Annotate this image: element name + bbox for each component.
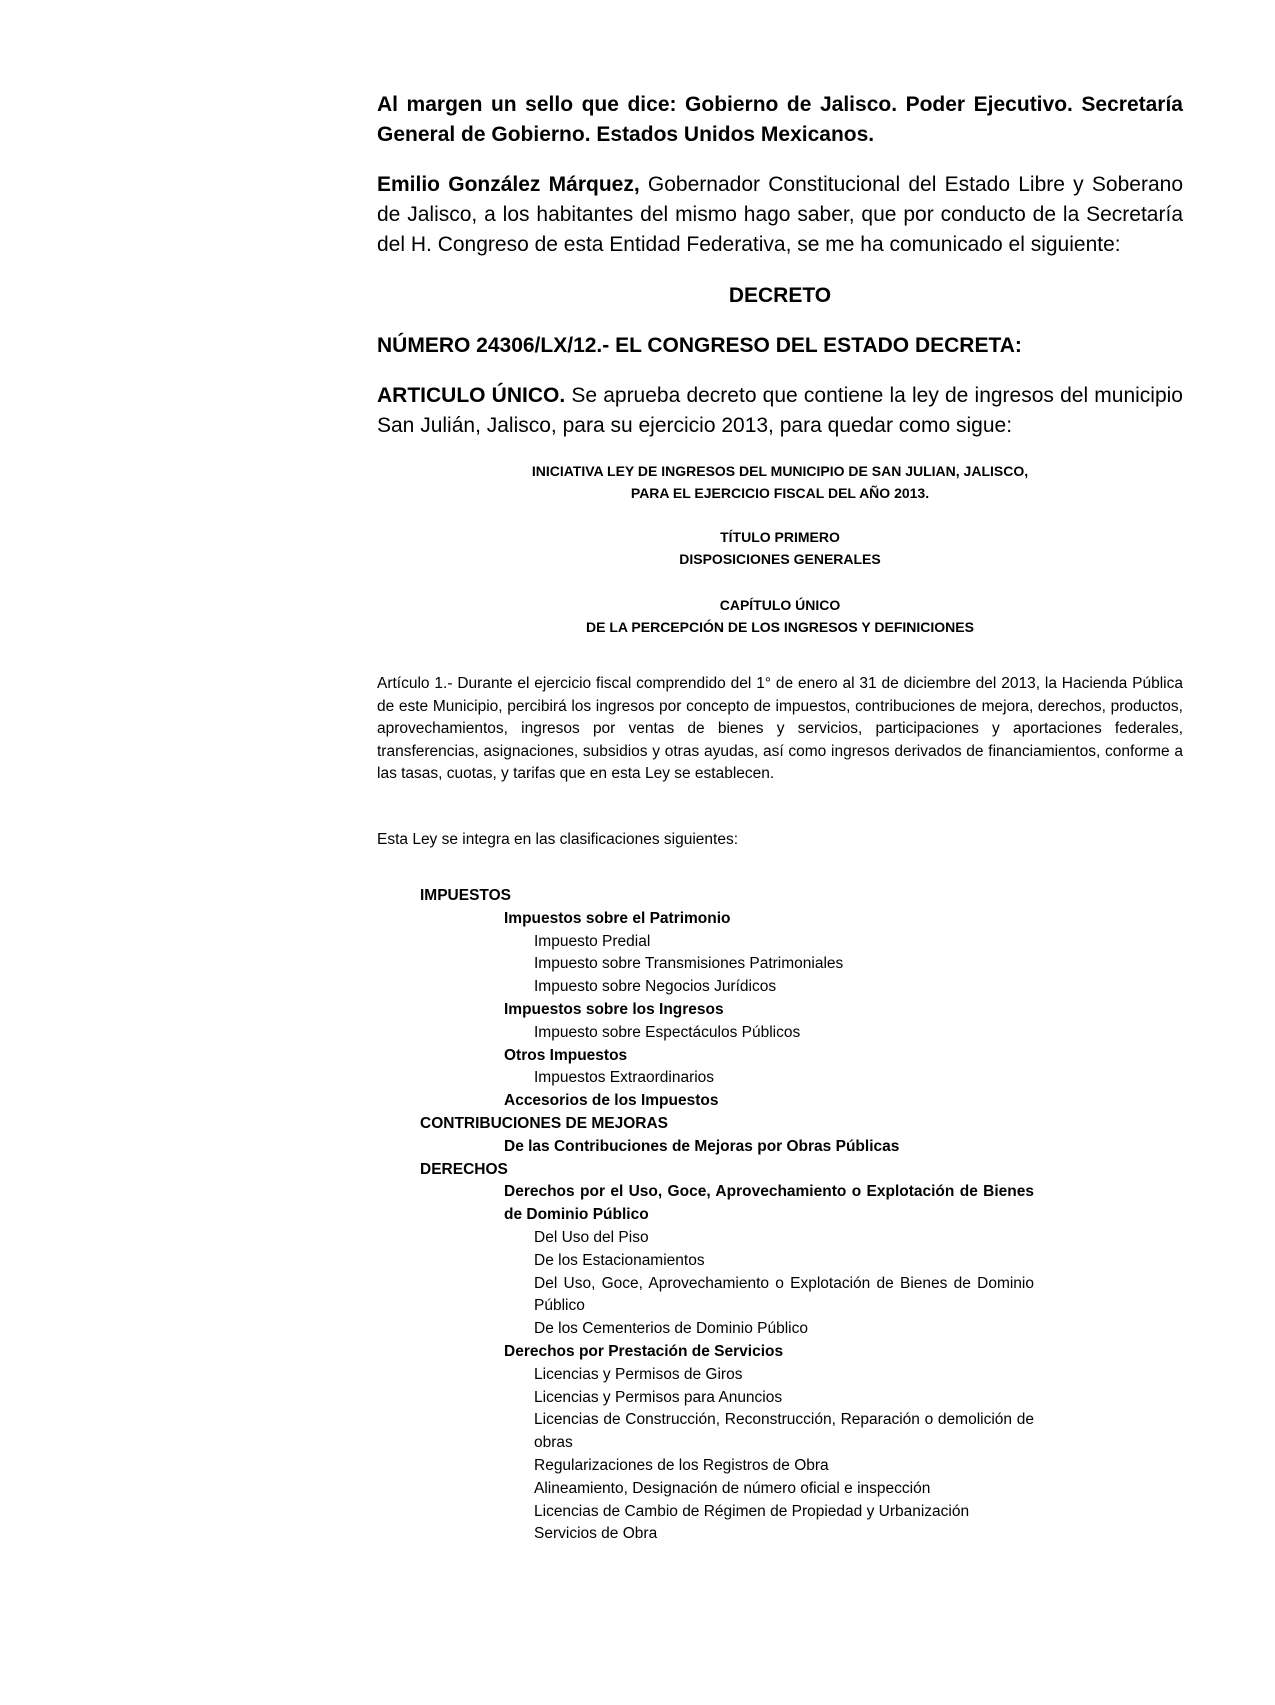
titulo-line-2: DISPOSICIONES GENERALES xyxy=(679,551,881,567)
outline-item-level-3: Licencias de Construcción, Reconstrucción, Reparación o demolición de obras xyxy=(534,1411,1034,1452)
governor-paragraph xyxy=(377,170,1183,260)
articulo-unico-label: ARTICULO ÚNICO. xyxy=(377,384,566,407)
capitulo-line-1: CAPÍTULO ÚNICO xyxy=(719,597,841,613)
outline-item-level-3: Del Uso del Piso xyxy=(534,1228,649,1246)
outline-item-level-3: Impuesto Predial xyxy=(534,932,651,950)
outline-item-level-2: Impuestos sobre los Ingresos xyxy=(504,1000,724,1018)
governor-name: Emilio González Márquez, xyxy=(377,173,640,196)
outline-item-level-3: De los Cementerios de Dominio Público xyxy=(534,1320,808,1338)
initiative-title xyxy=(377,460,1183,504)
governor-text: Gobernador Constitucional del Estado Libre y Soberano de Jalisco, a los habitantes del mismo hago saber, que por conducto de la Secretaría del H. Congreso de esta Entidad Federativa, se me ha comunicado el siguiente: xyxy=(377,173,1183,256)
clasificaciones-intro: Esta Ley se integra en las clasificaciones siguientes: xyxy=(377,831,739,848)
outline-item-level-2: Accesorios de los Impuestos xyxy=(504,1092,719,1110)
capitulo-heading xyxy=(377,594,1183,638)
articulo-unico-text: Se aprueba decreto que contiene la ley de ingresos del municipio San Julián, Jalisco, para su ejercicio 2013, para quedar como sigue: xyxy=(377,384,1183,437)
articulo-unico-paragraph xyxy=(377,381,1183,441)
outline-item-level-2: De las Contribuciones de Mejoras por Obras Públicas xyxy=(504,1137,900,1155)
articulo-1-paragraph: Artículo 1.- Durante el ejercicio fiscal comprendido del 1° de enero al 31 de diciembre del 2013, la Hacienda Pública de este Municipio, percibirá los ingresos por concepto de impuestos, contribuciones de mejora, derechos, productos, aprovechamientos, ingresos por ventas de bienes y servicios, participaciones y aportaciones federales, transferencias, asignaciones, subsidios y otras ayudas, así como ingresos derivados de financiamientos, conforme a las tasas, cuotas, y tarifas que en esta Ley se establecen. xyxy=(377,675,1183,782)
initiative-title-line-1: INICIATIVA LEY DE INGRESOS DEL MUNICIPIO DE SAN JULIAN, JALISCO, xyxy=(531,463,1029,479)
outline-item-level-2: Otros Impuestos xyxy=(504,1046,628,1064)
numero-line: NÚMERO 24306/LX/12.- EL CONGRESO DEL ESTADO DECRETA: xyxy=(377,334,1022,357)
outline-item-level-2: Derechos por el Uso, Goce, Aprovechamiento o Explotación de Bienes de Dominio Público xyxy=(504,1183,1034,1224)
outline-item-level-1: CONTRIBUCIONES DE MEJORAS xyxy=(420,1114,669,1132)
outline-item-level-3: Impuestos Extraordinarios xyxy=(534,1069,715,1087)
outline-item-level-3: Impuesto sobre Transmisiones Patrimoniales xyxy=(534,955,844,973)
outline-item-level-3: Alineamiento, Designación de número oficial e inspección xyxy=(534,1479,931,1497)
capitulo-line-2: DE LA PERCEPCIÓN DE LOS INGRESOS Y DEFINICIONES xyxy=(586,619,974,635)
outline-item-level-1: IMPUESTOS xyxy=(420,887,512,904)
outline-item-level-3: Regularizaciones de los Registros de Obra xyxy=(534,1456,829,1474)
outline-item-level-3: Impuesto sobre Negocios Jurídicos xyxy=(534,978,777,996)
outline-item-level-2: Derechos por Prestación de Servicios xyxy=(504,1342,784,1360)
outline-item-level-3: Licencias y Permisos de Giros xyxy=(534,1365,743,1383)
outline-item-level-3: Impuesto sobre Espectáculos Públicos xyxy=(534,1023,801,1041)
outline-item-level-3: Licencias de Cambio de Régimen de Propiedad y Urbanización xyxy=(534,1502,970,1520)
outline-item-level-3: Del Uso, Goce, Aprovechamiento o Explotación de Bienes de Dominio Público xyxy=(534,1274,1034,1315)
initiative-title-line-2: PARA EL EJERCICIO FISCAL DEL AÑO 2013. xyxy=(630,485,930,501)
seal-paragraph: Al margen un sello que dice: Gobierno de Jalisco. Poder Ejecutivo. Secretaría General de Gobierno. Estados Unidos Mexicanos. xyxy=(377,93,1183,146)
outline-item-level-3: Servicios de Obra xyxy=(534,1525,658,1543)
outline-item-level-2: Impuestos sobre el Patrimonio xyxy=(504,909,731,927)
outline-item-level-1: DERECHOS xyxy=(420,1160,508,1178)
decreto-heading: DECRETO xyxy=(728,284,832,307)
outline-item-level-3: Licencias y Permisos para Anuncios xyxy=(534,1388,783,1406)
titulo-heading xyxy=(377,526,1183,570)
classification-outline xyxy=(420,885,1120,1546)
titulo-line-1: TÍTULO PRIMERO xyxy=(720,529,840,545)
outline-item-level-3: De los Estacionamientos xyxy=(534,1251,705,1269)
